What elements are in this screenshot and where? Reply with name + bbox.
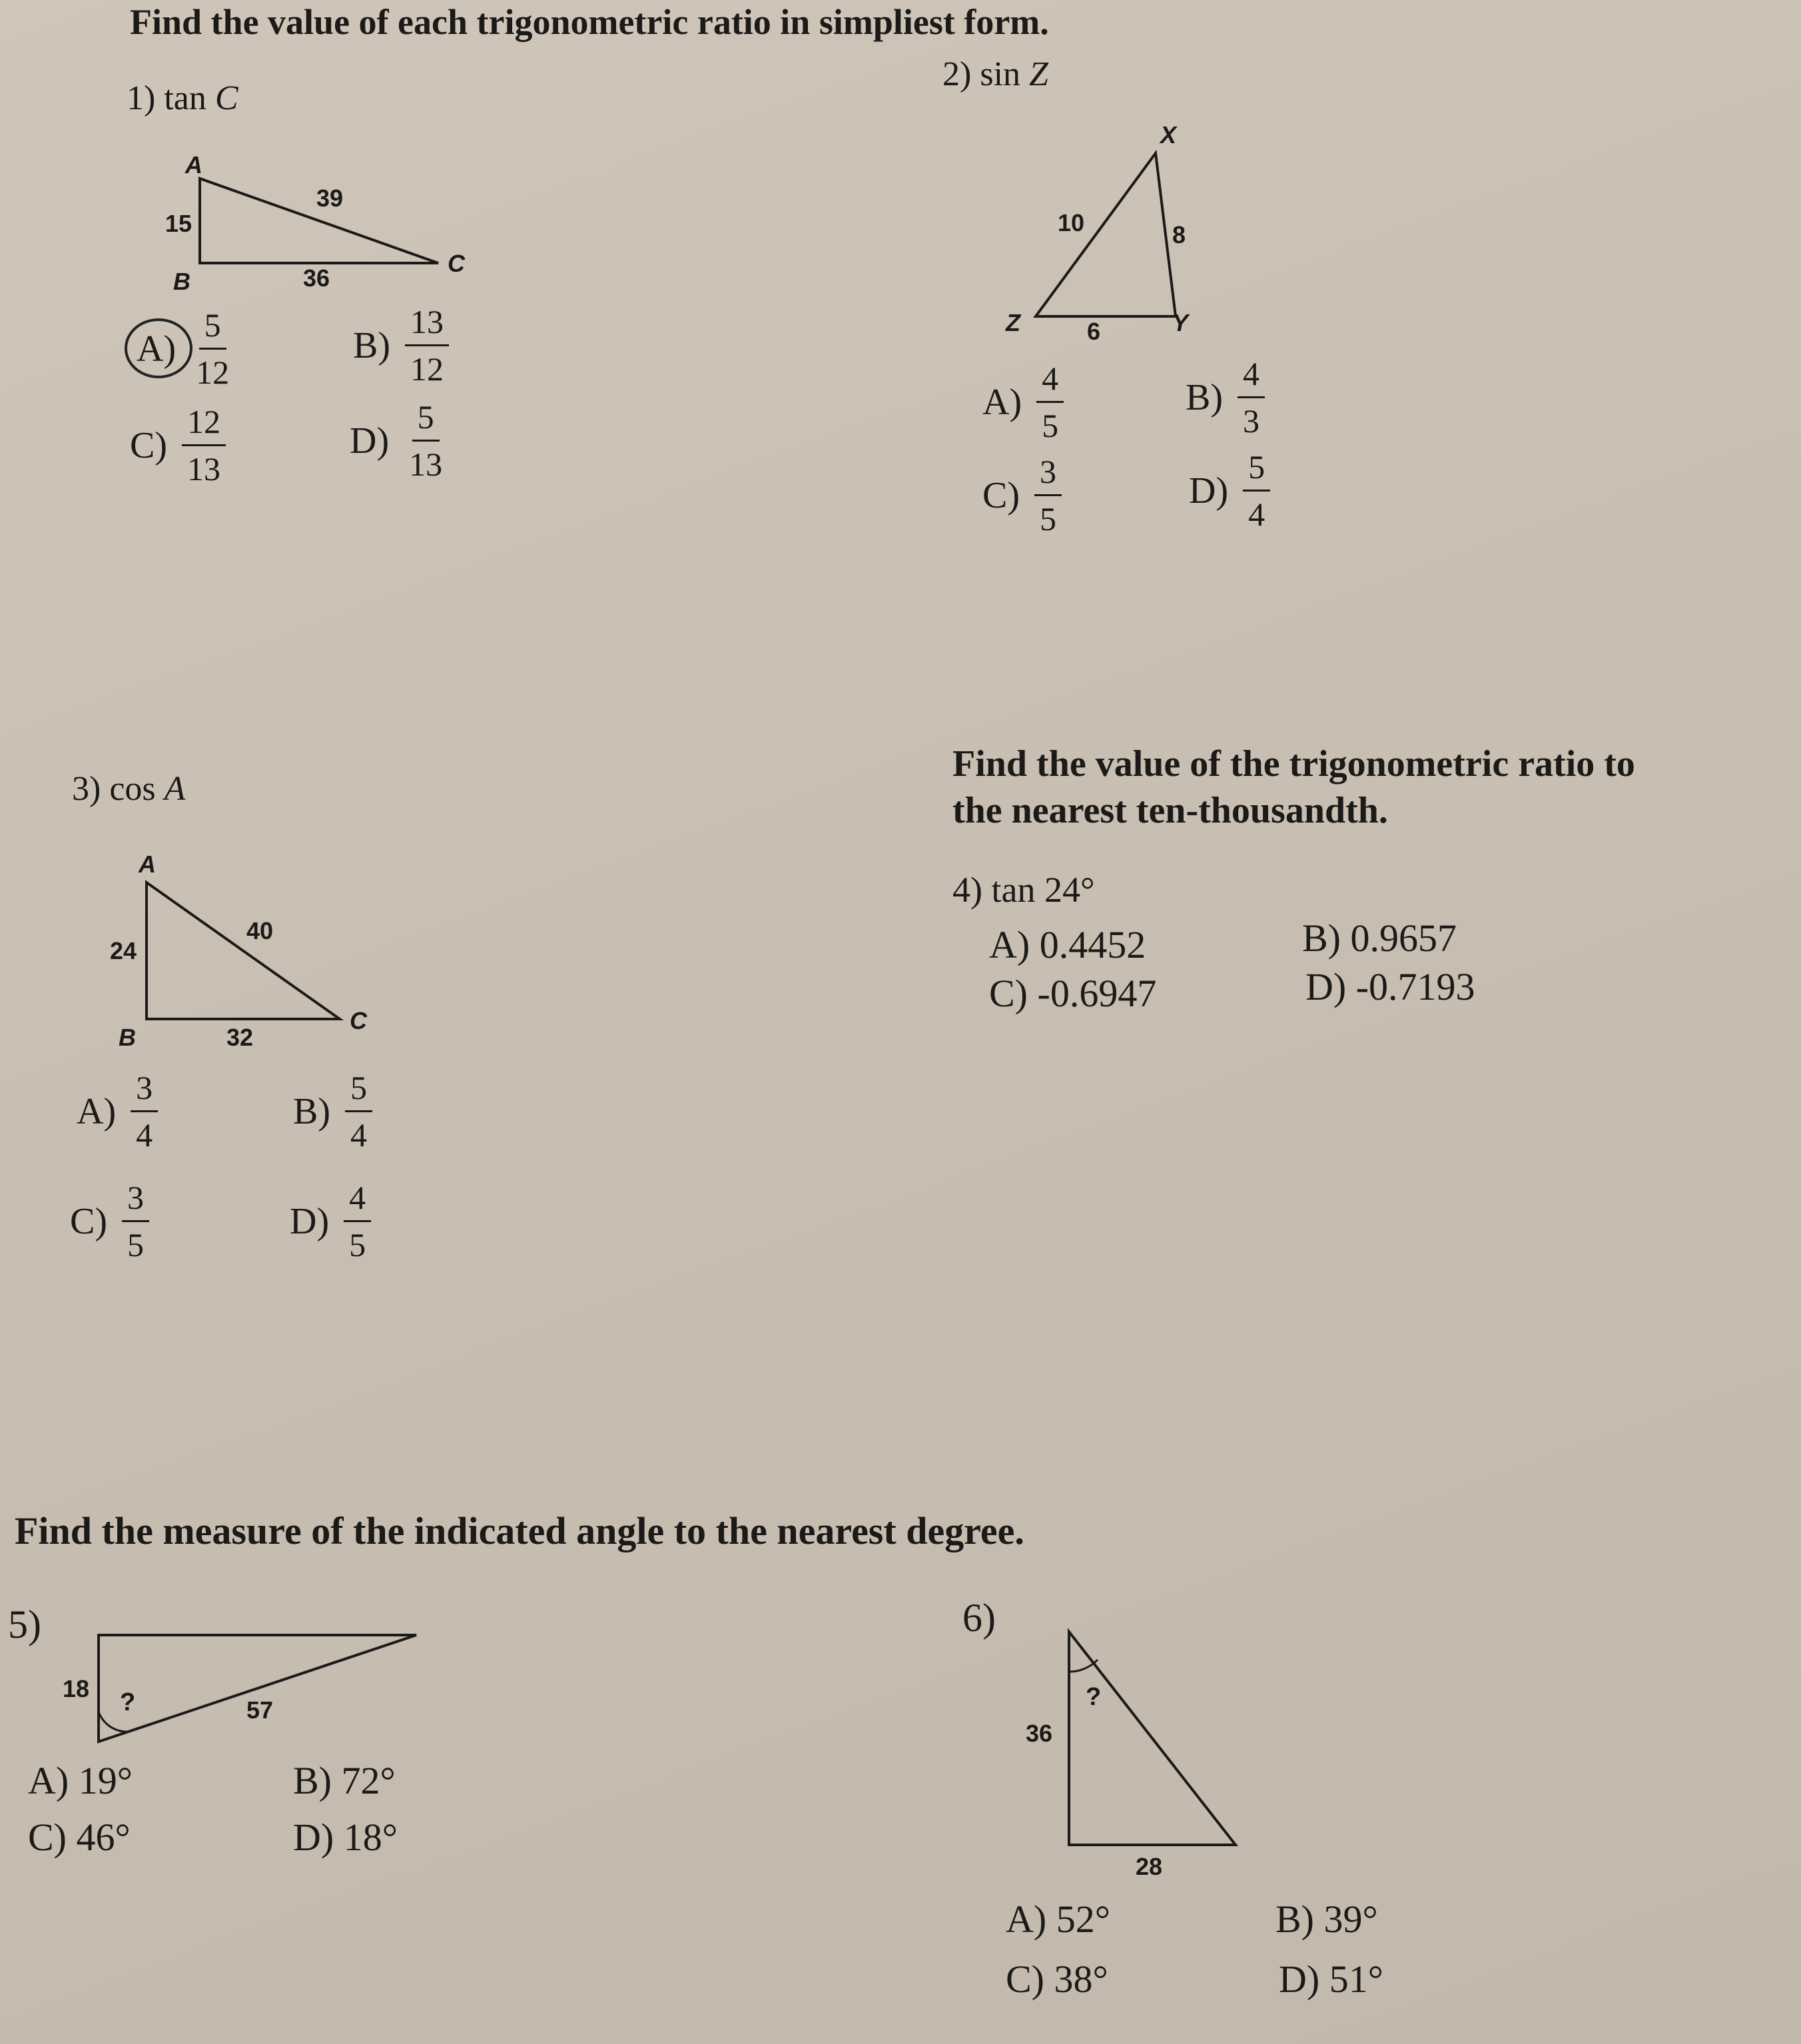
q4-option-b[interactable] bbox=[1302, 916, 1457, 960]
side-ab-label: 24 bbox=[110, 937, 137, 964]
option-value: 19° bbox=[78, 1759, 133, 1802]
option-label: A) bbox=[77, 1091, 117, 1132]
option-fraction bbox=[344, 1179, 371, 1264]
denominator: 5 bbox=[127, 1225, 144, 1263]
side-xz-label: 10 bbox=[1058, 209, 1085, 236]
side-hyp-label: 57 bbox=[246, 1696, 274, 1724]
denominator: 3 bbox=[1243, 402, 1260, 440]
option-value: 39° bbox=[1323, 1897, 1378, 1941]
option-label: A) bbox=[989, 923, 1030, 966]
option-label: D) bbox=[1279, 1957, 1320, 2001]
q1-option-d[interactable] bbox=[350, 398, 448, 484]
denominator: 5 bbox=[1042, 406, 1059, 444]
vertex-b-label: B bbox=[173, 268, 190, 295]
side-ab-label: 15 bbox=[165, 210, 192, 237]
vertex-b-label: B bbox=[119, 1024, 136, 1051]
q3-option-a[interactable] bbox=[77, 1069, 158, 1154]
denominator: 4 bbox=[350, 1116, 367, 1154]
question-number: 3) bbox=[72, 770, 101, 808]
vertex-c-label: C bbox=[448, 250, 465, 277]
option-fraction bbox=[1034, 453, 1062, 538]
option-value: -0.7193 bbox=[1355, 965, 1475, 1008]
option-fraction bbox=[190, 306, 234, 392]
trig-expression: tan 24° bbox=[991, 870, 1095, 910]
numerator: 5 bbox=[345, 1069, 372, 1112]
option-label: A) bbox=[28, 1759, 69, 1802]
side-left-label: 36 bbox=[1026, 1720, 1053, 1747]
q2-option-a[interactable] bbox=[982, 360, 1064, 445]
question-number: 1) bbox=[127, 79, 156, 117]
option-fraction bbox=[1036, 360, 1064, 445]
q6-option-b[interactable] bbox=[1275, 1897, 1378, 1941]
option-label: C) bbox=[28, 1816, 67, 1859]
vertex-a-label: A bbox=[185, 151, 202, 178]
option-value: 72° bbox=[341, 1759, 396, 1802]
numerator: 13 bbox=[405, 303, 449, 346]
option-value: 0.9657 bbox=[1350, 916, 1457, 960]
option-label: D) bbox=[1305, 965, 1347, 1008]
option-label: B) bbox=[293, 1091, 330, 1132]
trig-variable: A bbox=[164, 770, 186, 808]
q1-option-b[interactable] bbox=[353, 303, 449, 388]
question-3-prompt bbox=[72, 769, 185, 809]
option-fraction bbox=[1243, 448, 1270, 533]
question-5-triangle bbox=[53, 1618, 440, 1752]
side-ac-label: 40 bbox=[246, 917, 274, 944]
question-1-prompt bbox=[127, 79, 238, 118]
side-ac-label: 39 bbox=[316, 184, 344, 212]
numerator: 12 bbox=[182, 403, 226, 446]
option-label: B) bbox=[1275, 1897, 1314, 1941]
question-number: 2) bbox=[942, 55, 972, 93]
option-value: 51° bbox=[1329, 1957, 1383, 2001]
section-heading-nearest-line-2: the nearest ten-thousandth. bbox=[952, 790, 1388, 831]
q4-option-a[interactable] bbox=[989, 922, 1146, 967]
option-fraction bbox=[131, 1069, 158, 1154]
question-2-triangle bbox=[979, 117, 1246, 356]
q4-option-c[interactable] bbox=[989, 971, 1156, 1016]
denominator: 12 bbox=[196, 353, 230, 391]
denominator: 4 bbox=[136, 1116, 153, 1154]
side-bc-label: 32 bbox=[226, 1024, 254, 1051]
q4-option-d[interactable] bbox=[1305, 964, 1475, 1009]
side-left-label: 18 bbox=[63, 1675, 90, 1702]
q3-option-b[interactable] bbox=[293, 1069, 372, 1154]
numerator: 3 bbox=[1034, 453, 1062, 496]
numerator: 4 bbox=[1238, 355, 1265, 398]
q3-option-d[interactable] bbox=[290, 1179, 371, 1264]
section-heading-angle: Find the measure of the indicated angle to the nearest degree. bbox=[15, 1509, 1024, 1552]
section-heading-nearest-line-1: Find the value of the trigonometric ratio to bbox=[952, 743, 1635, 785]
question-6-number: 6) bbox=[962, 1596, 996, 1640]
denominator: 5 bbox=[1040, 500, 1056, 537]
option-value: 52° bbox=[1056, 1897, 1110, 1941]
option-value: 18° bbox=[343, 1816, 398, 1859]
vertex-a-label: A bbox=[139, 851, 156, 878]
option-label: D) bbox=[293, 1816, 334, 1859]
option-label: C) bbox=[70, 1201, 107, 1242]
vertex-y-label: Y bbox=[1172, 309, 1189, 336]
q1-option-c[interactable] bbox=[130, 403, 226, 488]
option-label: A) bbox=[137, 328, 177, 370]
option-label: C) bbox=[1006, 1957, 1044, 2001]
question-5-number: 5) bbox=[8, 1602, 41, 1646]
denominator: 13 bbox=[409, 445, 443, 483]
q6-option-a[interactable] bbox=[1006, 1897, 1110, 1941]
numerator: 5 bbox=[199, 306, 226, 350]
side-bottom-label: 28 bbox=[1136, 1853, 1163, 1880]
option-label: B) bbox=[1302, 916, 1341, 960]
option-value: 46° bbox=[76, 1816, 131, 1859]
question-3-triangle bbox=[93, 846, 400, 1059]
q2-option-c[interactable] bbox=[982, 453, 1062, 538]
option-label: D) bbox=[290, 1201, 330, 1242]
question-2-prompt bbox=[942, 55, 1048, 94]
option-fraction bbox=[345, 1069, 372, 1154]
q2-option-d[interactable] bbox=[1189, 448, 1270, 533]
option-value: -0.6947 bbox=[1037, 972, 1157, 1015]
q6-option-d[interactable] bbox=[1279, 1957, 1383, 2001]
q2-option-b[interactable] bbox=[1186, 355, 1265, 440]
q1-option-a[interactable] bbox=[137, 306, 234, 392]
option-label: C) bbox=[130, 425, 167, 466]
question-4-prompt bbox=[952, 869, 1095, 910]
option-label: C) bbox=[982, 475, 1020, 516]
option-label: C) bbox=[989, 972, 1028, 1015]
q5-option-a[interactable] bbox=[28, 1758, 133, 1803]
trig-variable: C bbox=[214, 79, 238, 117]
side-bc-label: 36 bbox=[303, 264, 330, 292]
trig-function: tan bbox=[164, 79, 206, 117]
denominator: 5 bbox=[349, 1225, 366, 1263]
question-1-triangle bbox=[133, 140, 506, 300]
trig-function: sin bbox=[980, 55, 1021, 93]
option-value: 38° bbox=[1054, 1957, 1108, 2001]
option-label: B) bbox=[293, 1759, 332, 1802]
side-zy-label: 6 bbox=[1087, 318, 1101, 345]
numerator: 3 bbox=[122, 1179, 149, 1222]
denominator: 4 bbox=[1248, 495, 1265, 533]
side-xy-label: 8 bbox=[1172, 221, 1186, 248]
option-label: D) bbox=[350, 420, 390, 462]
numerator: 4 bbox=[1036, 360, 1064, 403]
numerator: 3 bbox=[131, 1069, 158, 1112]
denominator: 12 bbox=[410, 350, 444, 388]
vertex-x-label: X bbox=[1160, 121, 1177, 149]
option-label: A) bbox=[1006, 1897, 1047, 1941]
q3-option-c[interactable] bbox=[70, 1179, 149, 1264]
option-fraction bbox=[404, 398, 448, 484]
numerator: 5 bbox=[412, 398, 440, 442]
option-fraction bbox=[405, 303, 449, 388]
vertex-c-label: C bbox=[350, 1007, 367, 1034]
question-number: 4) bbox=[952, 870, 982, 910]
q5-option-d[interactable] bbox=[293, 1815, 398, 1860]
unknown-angle-mark: ? bbox=[120, 1688, 136, 1716]
option-label: A) bbox=[982, 382, 1022, 423]
q5-option-c[interactable] bbox=[28, 1815, 131, 1860]
vertex-z-label: Z bbox=[1006, 309, 1020, 336]
unknown-angle-mark: ? bbox=[1086, 1683, 1102, 1711]
option-label: B) bbox=[353, 325, 390, 366]
denominator: 13 bbox=[187, 450, 220, 488]
numerator: 4 bbox=[344, 1179, 371, 1222]
trig-function: cos bbox=[109, 770, 156, 808]
trig-variable: Z bbox=[1029, 55, 1048, 93]
q5-option-b[interactable] bbox=[293, 1758, 396, 1803]
question-6-triangle bbox=[1019, 1618, 1285, 1885]
q6-option-c[interactable] bbox=[1006, 1957, 1108, 2001]
option-fraction bbox=[1238, 355, 1265, 440]
numerator: 5 bbox=[1243, 448, 1270, 492]
option-fraction bbox=[122, 1179, 149, 1264]
section-heading-simplest-form: Find the value of each trigonometric ratio in simpliest form. bbox=[130, 2, 1049, 42]
option-value: 0.4452 bbox=[1039, 923, 1146, 966]
option-fraction bbox=[182, 403, 226, 488]
option-label: D) bbox=[1189, 470, 1229, 511]
option-label: B) bbox=[1186, 377, 1223, 418]
